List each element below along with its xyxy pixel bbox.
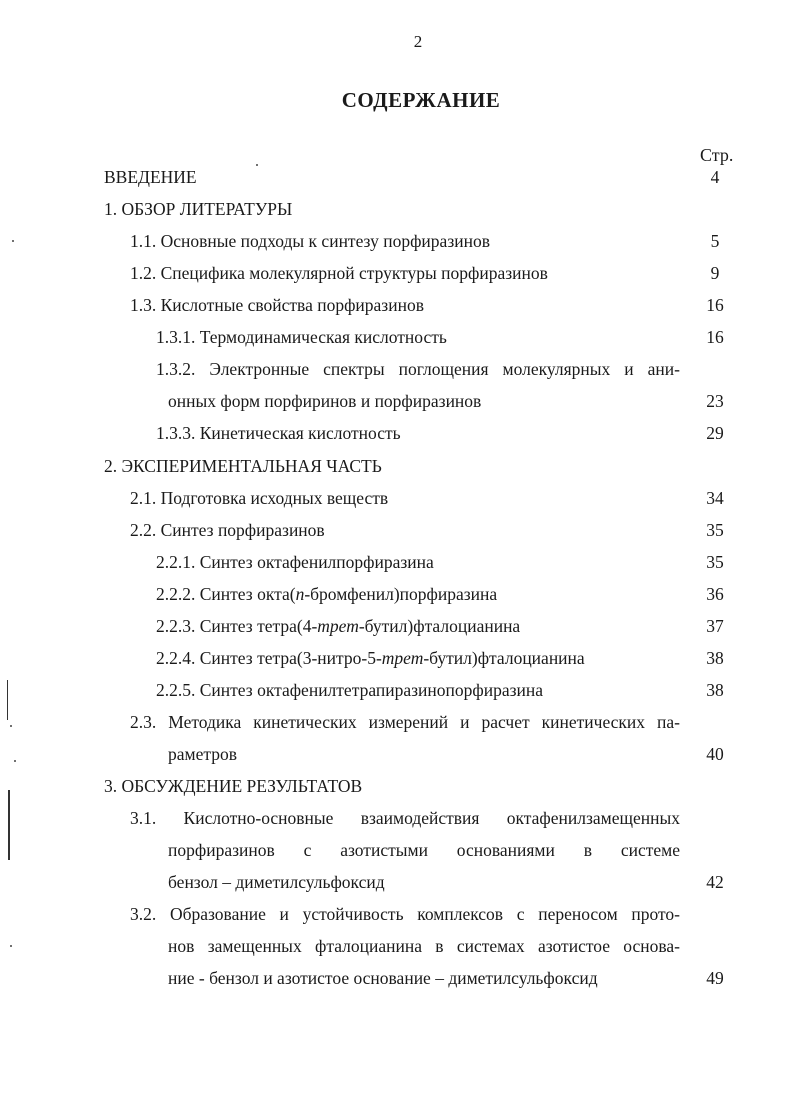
toc-entry: 2.1. Подготовка исходных веществ: [130, 488, 389, 508]
toc-entry: 2.2.1. Синтез октафенилпорфиразина: [156, 552, 434, 572]
toc-entry: 2.2.5. Синтез октафенилтетрапиразинопорфиразина: [156, 680, 543, 700]
toc-page-number: 40: [706, 744, 724, 764]
scan-mark: [14, 760, 16, 762]
toc-page-number: 36: [706, 584, 724, 604]
toc-page-number: 16: [706, 327, 724, 347]
toc-page-number: 23: [706, 391, 724, 411]
toc-page-number: 49: [706, 968, 724, 988]
toc-page-number: 35: [706, 520, 724, 540]
toc-entry: 2.2. Синтез порфиразинов: [130, 520, 325, 540]
toc-entry: 2. ЭКСПЕРИМЕНТАЛЬНАЯ ЧАСТЬ: [104, 456, 382, 476]
toc-entry: 1.2. Специфика молекулярной структуры порфиразинов: [130, 263, 548, 283]
toc-entry: порфиразинов с азотистыми основаниями в системе: [168, 840, 680, 860]
toc-page-number: 29: [706, 423, 724, 443]
toc-page-number: 37: [706, 616, 724, 636]
toc-entry-italic: n: [295, 584, 305, 604]
toc-entry: 1.3.1. Термодинамическая кислотность: [156, 327, 447, 347]
toc-entry: бензол – диметилсульфоксид: [168, 872, 385, 892]
scan-mark: [10, 945, 12, 947]
toc-entry-text: 2.2.2. Синтез окта(: [156, 584, 296, 604]
toc-page-number: 4: [710, 167, 720, 187]
toc-entry-text: -бромфенил)порфиразина: [304, 584, 498, 604]
toc-entry-text: -бутил)фталоцианина: [358, 616, 521, 636]
toc-entry: [156, 615, 520, 637]
toc-entry-italic: трет: [317, 616, 359, 636]
toc-entry-italic: трет: [381, 648, 424, 668]
scan-mark: [12, 240, 14, 242]
toc-entry: 1.3.3. Кинетическая кислотность: [156, 423, 401, 443]
toc-entry: 2.3. Методика кинетических измерений и расчет кинетических па-: [130, 712, 680, 732]
scan-mark: [7, 680, 8, 720]
toc-page-number: 42: [706, 872, 724, 892]
toc-page-number: 38: [706, 680, 724, 700]
scan-mark: [8, 790, 10, 860]
toc-entry: ВВЕДЕНИЕ: [104, 167, 197, 187]
scan-mark: [256, 164, 258, 166]
toc-page-number: 5: [710, 231, 720, 251]
scan-mark: [10, 725, 12, 727]
page-number: 2: [413, 32, 423, 51]
toc-entry: онных форм порфиринов и порфиразинов: [168, 391, 482, 411]
toc-entry: [156, 583, 497, 605]
toc-page-number: 16: [706, 295, 724, 315]
toc-entry: 1.3.2. Электронные спектры поглощения молекулярных и ани-: [156, 359, 680, 379]
toc-entry-text: 2.2.3. Синтез тетра(4-: [156, 616, 318, 636]
page-column-label: Стр.: [700, 145, 734, 165]
toc-entry: нов замещенных фталоцианина в системах азотистое основа-: [168, 936, 680, 956]
toc-entry-text: 2.2.4. Синтез тетра(3-нитро-5-: [156, 648, 382, 668]
toc-entry: 1.1. Основные подходы к синтезу порфиразинов: [130, 231, 490, 251]
toc-page-number: 34: [706, 488, 724, 508]
toc-entry: 1.3. Кислотные свойства порфиразинов: [130, 295, 424, 315]
toc-entry-text: -бутил)фталоцианина: [423, 648, 585, 668]
toc-page-number: 38: [706, 648, 724, 668]
toc-entry: 3.2. Образование и устойчивость комплексов с переносом прото-: [130, 904, 680, 924]
toc-entry: [156, 647, 585, 669]
toc-entry: раметров: [168, 744, 237, 764]
toc-entry: 1. ОБЗОР ЛИТЕРАТУРЫ: [104, 199, 293, 219]
toc-entry: 3.1. Кислотно-основные взаимодействия октафенилзамещенных: [130, 808, 680, 828]
toc-page-number: 35: [706, 552, 724, 572]
toc-entry: ние - бензол и азотистое основание – диметилсульфоксид: [168, 968, 598, 988]
toc-page-number: 9: [710, 263, 720, 283]
page-title: СОДЕРЖАНИЕ: [341, 88, 501, 112]
toc-entry: 3. ОБСУЖДЕНИЕ РЕЗУЛЬТАТОВ: [104, 776, 363, 796]
